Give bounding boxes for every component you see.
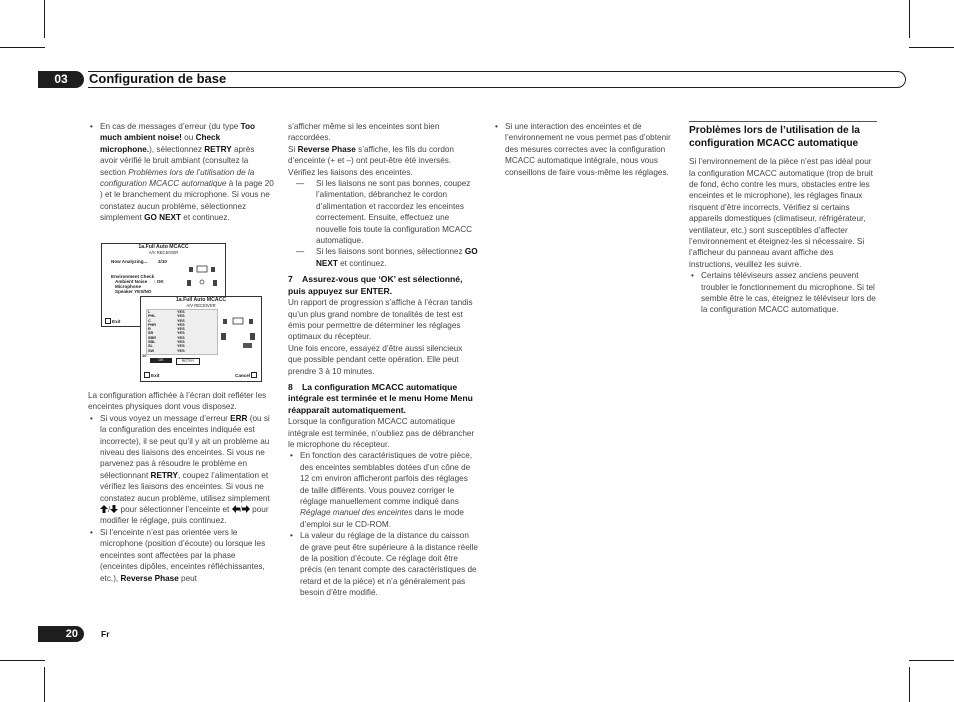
bullet-subwoofer-distance: • La valeur du réglage de la distance du caisson de grave peut être supérieure à la distance réelle de la position d’écoute. Ce réglage doit être précis (en tenant compte des caractéristiques de retard et de la pièce) et n’a généralement pas besoin d’être modifié. [288,530,478,598]
column-1 [88,121,274,224]
bullet-error-messages: • En cas de messages d’erreur (du type Too much ambient noise! ou Check microphone.), sélectionnez RETRY après avoir vérifié le bruit ambiant (consultez la section Problèmes lors de l’utilisation de la configuration MCACC automatique à la page 20 ) et le branchement du microphone. Si vous ne constatez aucun problème, sélectionnez simplement GO NEXT et continuez. [88,121,274,224]
ok-button[interactable]: OK [150,358,172,363]
crop-mark [44,0,45,38]
speaker-list-panel [146,309,218,355]
screen-exit: Exit [105,318,120,325]
retry-button[interactable]: RETRY [176,358,200,365]
env-check-label: Environment Check [111,274,155,279]
crop-mark [909,0,910,38]
microphone-label: Microphone [115,284,142,289]
page-number: 20 [38,626,84,642]
crop-mark [0,47,45,48]
speaker-count: 10 [142,353,147,358]
chapter-title: Configuration de base [88,71,906,88]
speaker-layout-icon [184,258,220,294]
column-1-lower [88,390,274,584]
step-8-body: Lorsque la configuration MCACC automatique intégrale est terminée, n’oubliez pas de débrancher le microphone du récepteur. [288,417,475,449]
step-7-body-2: Une fois encore, essayez d’être aussi silencieux que possible pendant cette opération. Elle peut prendre 3 à 10 minutes. [288,343,463,376]
bullet-speaker-size: • En fonction des caractéristiques de votre pièce, des enceintes semblables dotées d’un cône de 12 cm environ afficheront parfois des réglages de taille différents. Vous pouvez corriger le réglage manuellement comme indiqué dans Réglage manuel des enceintes dans le mode d’emploi sur le CD-ROM. [288,450,478,530]
crop-mark [909,667,910,702]
column-3 [493,121,679,178]
step-7-heading: 7 Assurez-vous que ‘OK’ est sélectionné, puis appuyez sur ENTER. [288,274,463,296]
para-environment: Si l’environnement de la pièce n’est pas idéal pour la configuration MCACC automatique (trop de bruit de fond, écho contre les murs, obstacles entre les enceintes et le microphone), les réglages finaux risquent d’être incorrects. Vérifiez si certains appareils domestiques (climatiseur, réfrigérateur, ventilateur, etc.) sont susceptibles d’affecter l’environnement et éteignez-les si nécessaire. Si l’afficheur du panneau avant affiche des instructions, veuillez les suivre. [689,157,873,269]
crop-mark [909,660,954,661]
bullet-manual-settings: • Si une interaction des enceintes et de l’environnement ne vous permet pas d’obtenir des mesures correctes avec la configuration MCACC automatique intégrale, nous vous conseillons de faire vous-même les réglages. [493,121,679,178]
step-8-heading: 8 La configuration MCACC automatique intégrale est terminée et le menu Home Menu réapparaît automatiquement. [288,381,473,415]
para-raccordees: s’afficher même si les enceintes sont bien raccordées. [288,122,440,143]
section-heading-problems: Problèmes lors de l’utilisation de la configuration MCACC automatique [689,121,877,150]
analyzing-value: 2/10 [158,259,167,264]
screen-title: 1a.Full Auto MCACC [175,297,227,303]
dash-bad-connections: — Si les liaisons ne sont pas bonnes, coupez l’alimentation, débranchez le cordon d’alimentation et raccordez les enceintes correctement. Ensuite, effectuez une nouvelle fois toute la configuration MCACC automatique. [288,178,478,246]
crop-mark [44,667,45,702]
page-language: Fr [101,629,110,639]
bullet-old-tv: • Certains téléviseurs assez anciens peuvent troubler le fonctionnement du microphone. Si tel semble être le cas, éteignez le téléviseur lors de la configuration MCACC automatique. [689,270,877,316]
speaker-labels: L PHL C PHR R SR SBR SBL SL SW [148,310,157,353]
column-2 [288,121,478,599]
crop-mark [0,660,45,661]
bullet-reverse-phase: • Si l’enceinte n’est pas orientée vers le microphone (position d’écoute) ou lorsque les enceintes sont affectées par la phase (enceintes dipôles, enceintes réfléchissantes, etc.), Reverse Phase peut [88,527,274,584]
analyzing-label: Now Analyzing... [111,259,148,264]
para-config-display: La configuration affichée à l’écran doit refléter les enceintes physiques dont vous disposez. [88,391,267,412]
crop-mark [909,47,954,48]
screen-subtitle: A/V RECEIVER [186,303,216,308]
screen-title: 1a.Full Auto MCACC [138,244,189,250]
para-reverse-phase: Si Reverse Phase s’affiche, les fils du cordon d’enceinte (+ et –) ont peut-être été inversés. Vérifiez les liaisons des enceintes. [288,144,454,177]
ambient-noise-label: Ambient Noise [115,279,148,284]
speaker-layout-icon [219,311,257,353]
arrow-right-icon [242,505,250,513]
ambient-noise-value: : OK [154,279,164,284]
dash-good-connections: — Si les liaisons sont bonnes, sélectionnez GO NEXT et continuez. [288,246,478,269]
arrow-up-icon [100,505,108,513]
osd-screen-speaker-check [140,296,262,382]
screen-subtitle: A/V RECEIVER [148,250,179,255]
column-4 [689,121,877,316]
speaker-values: YES YES YES YES YES YES YES YES YES YES [177,310,185,353]
step-7-body: Un rapport de progression s’affiche à l’écran tandis qu’un plus grand nombre de tonalités de test est émis pour permettre de déterminer les réglages optimaux du récepteur. [288,298,473,342]
speaker-yes-no-label: Speaker YES/NO [115,289,152,294]
bullet-err-message: • Si vous voyez un message d’erreur ERR (ou si la configuration des enceintes indiquée est incorrecte), il se peut qu’il y ait un problème au niveau des liaisons des enceintes. Si vous ne parvenez pas à résoudre le problème en sélectionnant RETRY, coupez l’alimentation et vérifiez les liaisons des enceintes. Si vous ne constatez aucun problème, utilisez simplement / pour sélectionner l’enceinte et / pour modifier le réglage, puis continuez. [88,413,274,527]
chapter-number: 03 [38,71,84,88]
arrow-left-icon [232,505,240,513]
screen-exit: Exit [144,372,159,379]
screen-cancel: Cancel [235,372,257,379]
